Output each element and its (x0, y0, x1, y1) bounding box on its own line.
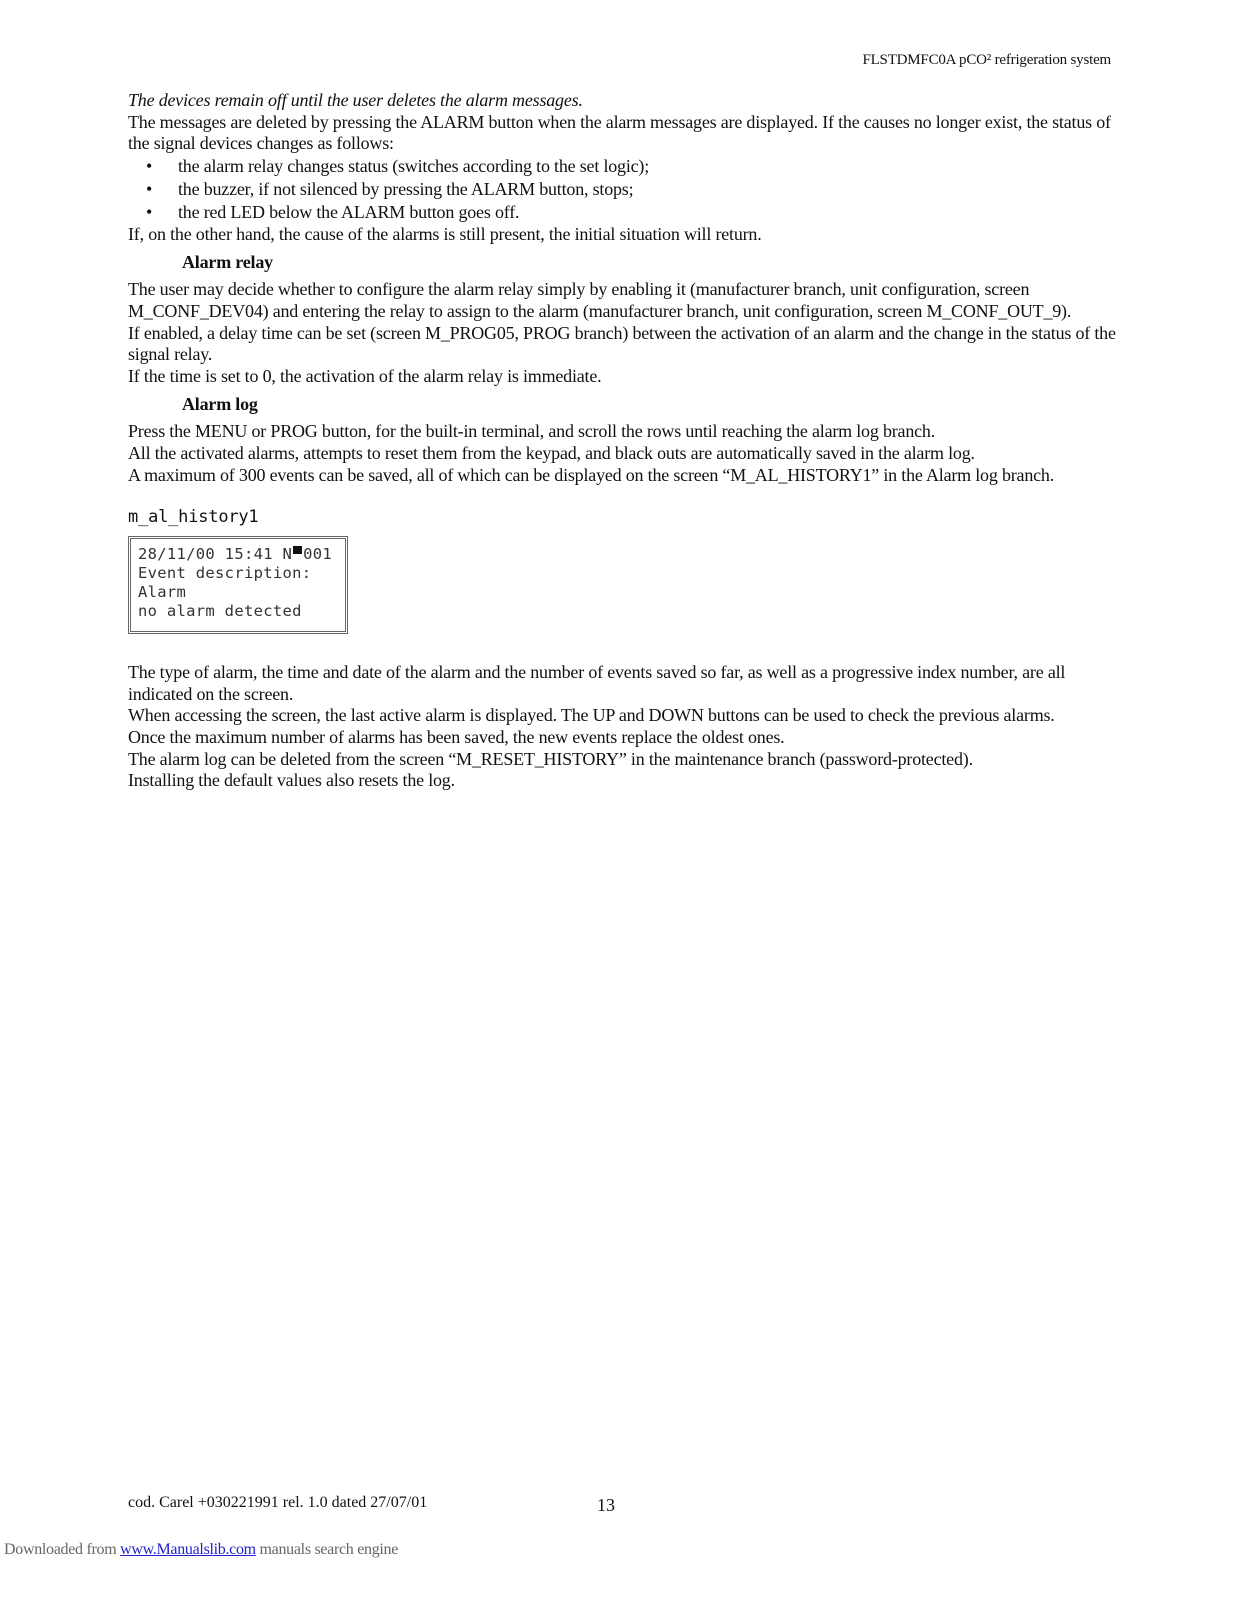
intro-paragraph: The messages are deleted by pressing the ALARM button when the alarm messages are displayed. If the causes no longer exist, the status of the signal devices changes as follows: (128, 111, 1111, 154)
alarm-relay-paragraph-1: The user may decide whether to configure the alarm relay simply by enabling it (manufacturer branch, unit configuration, screen M_CONF_DEV04) and entering the relay to assign to the alarm (manufacturer branch, unit configuration, screen M_CONF_OUT_9). (128, 279, 1072, 321)
alarm-relay-paragraph-3: If the time is set to 0, the activation of the alarm relay is immediate. (128, 365, 602, 386)
lcd-row-1: 28/11/00 15:41 N 001 (138, 545, 333, 564)
list-item: • the buzzer, if not silenced by pressing the ALARM button, stops; (146, 178, 634, 199)
page-content (128, 90, 1118, 792)
alarm-log-heading: Alarm log (182, 394, 258, 415)
list-item: • the red LED below the ALARM button goes off. (146, 201, 520, 222)
footer-document-code: cod. Carel +030221991 rel. 1.0 dated 27/07/01 (128, 1494, 428, 1511)
screen-name-label: m_al_history1 (128, 507, 259, 528)
signal-device-list (128, 155, 1118, 224)
lcd-row-2: Event description: (138, 564, 312, 583)
bullet-icon: • (146, 178, 153, 199)
lcd-row-3: Alarm (138, 583, 187, 602)
cursor-block-icon (293, 546, 302, 554)
alarm-log-paragraph-8: Installing the default values also resets the log. (128, 770, 455, 791)
alarm-log-paragraph-2: All the activated alarms, attempts to reset them from the keypad, and black outs are automatically saved in the alarm log. (128, 442, 975, 463)
manualslib-link[interactable]: www.Manualslib.com (120, 1541, 256, 1558)
alarm-log-paragraph-5: When accessing the screen, the last active alarm is displayed. The UP and DOWN buttons can be used to check the previous alarms. (128, 705, 1055, 726)
lcd-row-4: no alarm detected (138, 602, 302, 621)
alarm-log-paragraph-1: Press the MENU or PROG button, for the built-in terminal, and scroll the rows until reaching the alarm log branch. (128, 421, 936, 442)
list-item: • the alarm relay changes status (switches according to the set logic); (146, 155, 650, 176)
intro-closing-paragraph: If, on the other hand, the cause of the alarms is still present, the initial situation will return. (128, 223, 762, 244)
alarm-log-paragraph-4: The type of alarm, the time and date of the alarm and the number of events saved so far, as well as a progressive index number, are all indicated on the screen. (128, 662, 1066, 704)
bullet-icon: • (146, 201, 153, 222)
intro-italic-note: The devices remain off until the user deletes the alarm messages. (128, 90, 583, 110)
download-banner: Downloaded from www.Manualslib.com manuals search engine (4, 1541, 399, 1558)
alarm-relay-heading: Alarm relay (182, 252, 273, 273)
bullet-icon: • (146, 155, 153, 176)
page-number: 13 (597, 1495, 615, 1515)
alarm-relay-paragraph-2: If enabled, a delay time can be set (screen M_PROG05, PROG branch) between the activation of an alarm and the change in the status of the signal relay. (128, 322, 1116, 365)
lcd-screen (128, 536, 348, 634)
alarm-log-paragraph-7: The alarm log can be deleted from the screen “M_RESET_HISTORY” in the maintenance branch (password-protected). (128, 748, 973, 769)
alarm-log-paragraph-3: A maximum of 300 events can be saved, all of which can be displayed on the screen “M_AL_HISTORY1” in the Alarm log branch. (128, 464, 1055, 485)
alarm-log-paragraph-6: Once the maximum number of alarms has been saved, the new events replace the oldest ones. (128, 726, 785, 747)
document-header: FLSTDMFC0A pCO² refrigeration system (862, 52, 1111, 68)
